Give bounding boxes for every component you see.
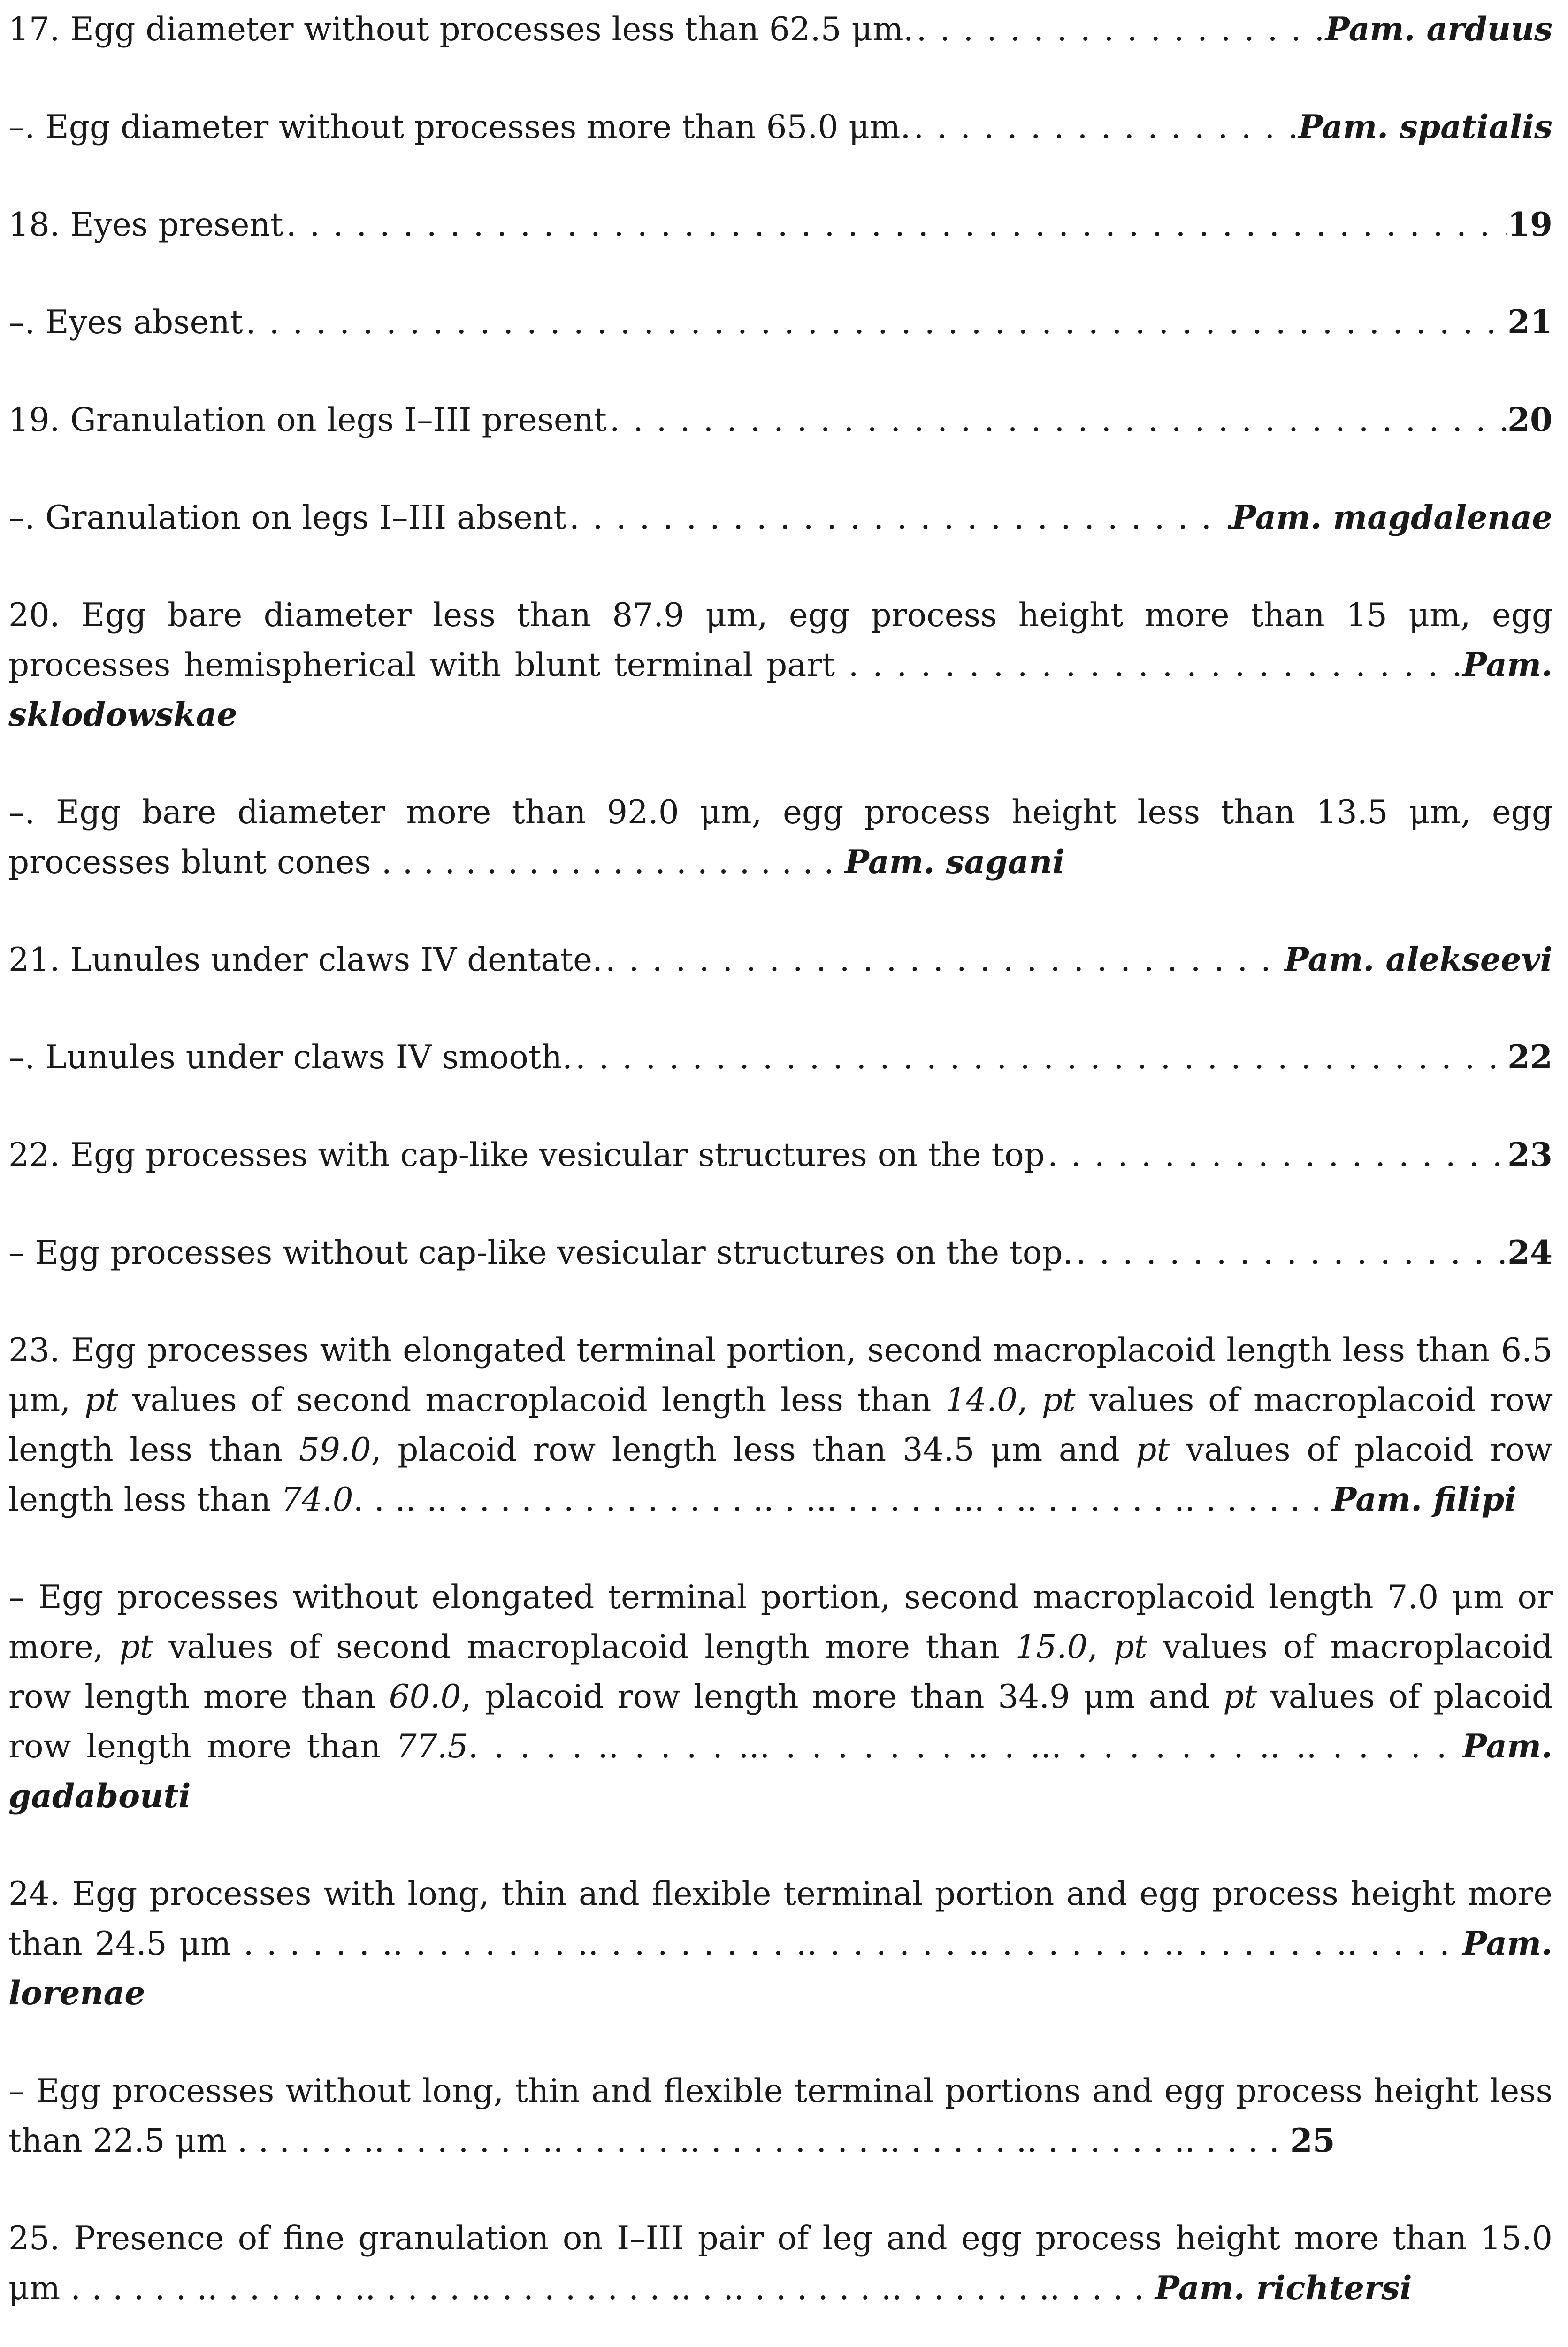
key-couplet-17b [8, 102, 1553, 152]
key-result-step: 22 [1507, 1038, 1553, 1076]
key-statement-italic: pt [1041, 1381, 1076, 1419]
dot-leader: . . . . . . .. . . . . . . . .. . . . . . .. . . . . . . . . .. . . . . . .. . . . . . . .. . . . . [237, 2122, 1290, 2160]
key-statement-part: 23. Egg processes with elongated terminal portion, second macroplacoid length less than 6.5 μm, [8, 1332, 1553, 1419]
dot-leader: . . . . . . . . . . . . . . . . . . . . . . . . . . [848, 646, 1463, 684]
key-result-step: 19 [1507, 206, 1553, 244]
key-result-step: 25 [1290, 2122, 1335, 2160]
key-couplet-23b [8, 1572, 1553, 1821]
key-statement: 25. Presence of fine granulation on I–III pair of leg and egg process height more than 15.0 μm [8, 2220, 1553, 2307]
key-couplet-17a [8, 5, 1553, 54]
dot-leader [914, 5, 1325, 54]
key-statement-italic: pt [1136, 1431, 1170, 1469]
key-result-species: Pam. lorenae [8, 1925, 1553, 2012]
key-result-species: Pam. magdalenae [1231, 499, 1553, 537]
key-statement-part: values of second macroplacoid length less than [118, 1381, 946, 1419]
key-statement-part: values of macroplacoid row length less than [8, 1381, 1553, 1469]
key-result-species: Pam. filipi [1332, 1480, 1517, 1519]
dot-leader: . . . . . . .. . . . . . . .. . . . . .. . . . . . . . . .. . .. . . . . . . .. . . . . . . .. . . . . [70, 2270, 1155, 2307]
key-result-step: 23 [1507, 1136, 1553, 1174]
key-statement-italic: 15.0 [1015, 1628, 1088, 1666]
key-statement: 21. Lunules under claws IV dentate. [8, 941, 603, 979]
key-statement-part: – Egg processes without elongated terminal portion, second macroplacoid length 7.0 μm or more, [8, 1579, 1553, 1666]
key-statement-italic: pt [84, 1381, 118, 1419]
key-couplet-18b [8, 298, 1553, 347]
key-statement-part: values of second macroplacoid length more than [153, 1628, 1016, 1666]
key-statement-part: . [468, 1728, 479, 1765]
key-statement: 18. Eyes present [8, 206, 283, 244]
key-couplet-18a [8, 200, 1553, 250]
key-statement-italic: 74.0 [281, 1481, 353, 1519]
key-statement: –. Egg bare diameter more than 92.0 μm, egg process height less than 13.5 μm, egg processes blunt cones [8, 794, 1553, 881]
key-couplet-20b [8, 788, 1553, 887]
key-statement-italic: 14.0 [945, 1381, 1017, 1419]
dot-leader [607, 395, 1507, 445]
dot-leader [603, 935, 1285, 985]
key-couplet-24b [8, 2066, 1553, 2166]
key-statement-part: , [1087, 1628, 1114, 1666]
key-statement-italic: 77.5 [396, 1728, 468, 1765]
key-statement: 17. Egg diameter without processes less than 62.5 μm. [8, 11, 914, 48]
key-statement: –. Lunules under claws IV smooth. [8, 1039, 573, 1076]
key-couplet-22b [8, 1228, 1553, 1278]
dot-leader: . .. .. . . . . . . . . . . . . . . .. . ... . . . . . ... . .. . . . . . . .. . . . . . . [363, 1481, 1332, 1519]
key-statement-part: values of placoid row length more than [8, 1678, 1553, 1765]
key-statement-italic: 60.0 [389, 1678, 461, 1716]
key-statement-italic: pt [119, 1628, 153, 1666]
dot-leader: . . . . . . . . . . . . . . . . . . . . . . [381, 844, 845, 881]
key-statement: 22. Egg processes with cap-like vesicular structures on the top [8, 1136, 1045, 1174]
key-result-species: Pam. sklodowskae [8, 646, 1553, 734]
dot-leader [243, 298, 1507, 347]
key-result-step: 21 [1507, 303, 1553, 341]
key-couplet-22a [8, 1130, 1553, 1180]
key-couplet-20a [8, 591, 1553, 740]
key-statement-part: , [1017, 1381, 1042, 1419]
key-result-species: Pam. gadabouti [8, 1727, 1553, 1815]
key-statement-italic: pt [1113, 1628, 1147, 1666]
key-statement: 19. Granulation on legs I–III present [8, 401, 607, 439]
key-statement: –. Granulation on legs I–III absent [8, 499, 566, 537]
key-statement: 24. Egg processes with long, thin and flexible terminal portion and egg process height more than 24.5 μm [8, 1875, 1553, 1963]
key-statement-part: , placoid row length less than 34.5 μm and [371, 1431, 1136, 1469]
key-result-species: Pam. sagani [844, 843, 1065, 881]
key-statement-italic: 59.0 [299, 1431, 371, 1469]
key-statement: –. Eyes absent [8, 304, 243, 341]
dot-leader: . . . . .. . . . . ... . . . . . . . .. . ... . . . . . . . .. .. . . . . . [478, 1728, 1463, 1765]
dot-leader [283, 200, 1507, 250]
dot-leader [1045, 1130, 1507, 1180]
key-result-step: 20 [1507, 401, 1553, 439]
key-statement: –. Egg diameter without processes more than 65.0 μm. [8, 108, 911, 146]
dot-leader: . . . . . . .. . . . . . . . .. . . . . . . . . .. . . . . . . .. . . . . . . . .. . . . . . . .. . . . . [243, 1925, 1463, 1963]
key-couplet-21b [8, 1033, 1553, 1082]
key-couplet-23a [8, 1326, 1553, 1525]
key-couplet-19a [8, 395, 1553, 445]
key-result-species: Pam. arduus [1325, 10, 1553, 48]
key-result-species: Pam. alekseevi [1284, 941, 1553, 979]
key-statement: – Egg processes without cap-like vesicular structures on the top. [8, 1234, 1073, 1272]
key-couplet-25a [8, 2214, 1553, 2313]
key-result-species: Pam. richtersi [1155, 2269, 1412, 2307]
dot-leader [573, 1033, 1507, 1082]
key-statement-part: . [353, 1481, 364, 1519]
key-statement-part: values of placoid row length less than [8, 1431, 1553, 1519]
key-result-species: Pam. spatialis [1298, 108, 1553, 146]
dot-leader [910, 102, 1298, 152]
key-statement: – Egg processes without long, thin and flexible terminal portions and egg process height less than 22.5 μm [8, 2072, 1553, 2160]
key-couplet-19b [8, 493, 1553, 543]
key-statement-italic: pt [1223, 1678, 1257, 1716]
key-statement-part: values of macroplacoid row length more than [8, 1628, 1553, 1716]
dot-leader [1073, 1228, 1507, 1278]
dot-leader [566, 493, 1231, 543]
key-result-step: 24 [1507, 1234, 1553, 1272]
identification-key [8, 5, 1553, 2347]
key-statement: 20. Egg bare diameter less than 87.9 μm, egg process height more than 15 μm, egg processes hemispherical with blunt terminal part [8, 597, 1553, 684]
key-couplet-21a [8, 935, 1553, 985]
key-statement-part: , placoid row length more than 34.9 μm and [461, 1678, 1224, 1716]
key-couplet-24a [8, 1869, 1553, 2018]
